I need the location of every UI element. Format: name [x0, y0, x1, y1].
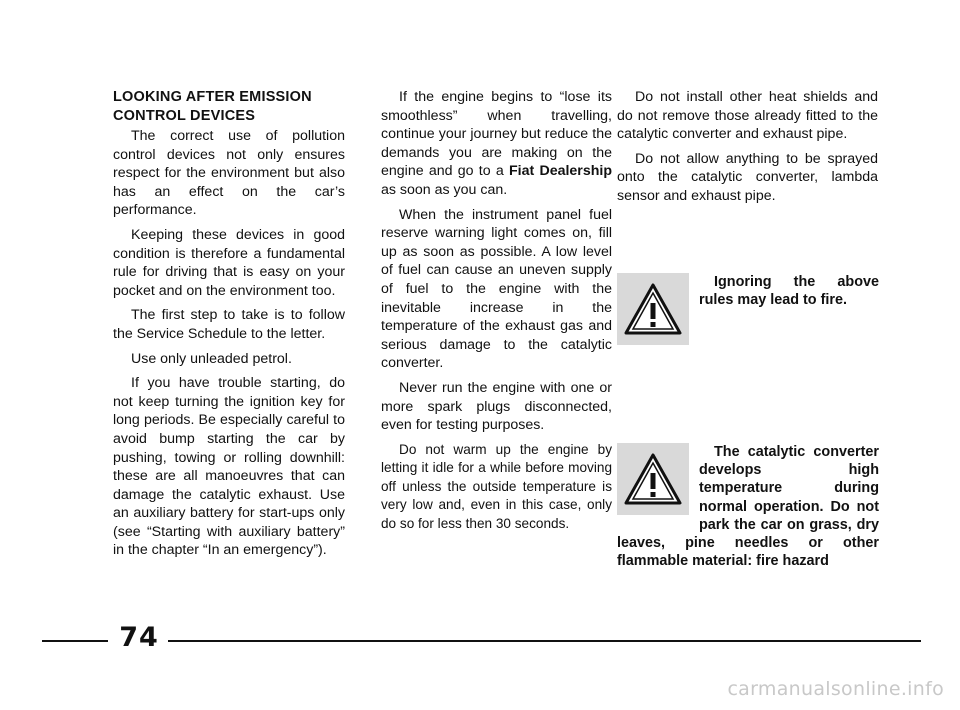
heading-line-1: LOOKING AFTER EMISSION: [113, 89, 312, 105]
column-3: [617, 88, 878, 212]
footer-rule-right: [168, 640, 921, 642]
paragraph: The correct use of pollution control devices not only ensures respect for the environment but also has an effect on the car’s performance.: [113, 128, 345, 219]
paragraph: When the instrument panel fuel reserve warning light comes on, fill up as soon as possible. A low level of fuel can cause an uneven supply of fuel to the engine with the inevitable increase in the temperature of the exhaust gas and serious damage to the catalytic converter.: [381, 206, 612, 372]
heading-line-2: CONTROL DEVICES: [113, 107, 256, 124]
section-heading: [113, 88, 345, 125]
watermark: carmanualsonline.info: [727, 678, 944, 700]
page-number: 74: [119, 622, 159, 653]
warning-triangle-icon: [617, 443, 689, 515]
text-run: as soon as you can.: [381, 181, 508, 198]
paragraph: Use only unleaded petrol.: [131, 350, 292, 367]
paragraph: Do not warm up the engine by letting it idle for a while before moving off unless the outside temperature is very low and, even in this case, only do so for less then 30 seconds.: [381, 441, 612, 532]
column-2: [381, 88, 612, 540]
warning-text: The catalytic converter develops high temperature during normal operation. Do not park the car on grass, dry leaves, pine needles or other flammable material: fire hazard: [617, 444, 879, 570]
text-run: If the engine begins to “lose its smoothless” when travelling, continue your journey but reduce the demands you are making on the engine and go to a: [381, 89, 612, 180]
paragraph: Never run the engine with one or more spark plugs disconnected, even for testing purposes.: [381, 379, 612, 434]
dealership-bold-text: Fiat Dealership: [508, 163, 612, 180]
warning-triangle-icon: [617, 273, 689, 345]
column-1: [113, 88, 345, 566]
warning-box-temperature: [617, 443, 879, 570]
paragraph: Do not allow anything to be sprayed onto the catalytic converter, lambda sensor and exhaust pipe.: [617, 150, 878, 204]
paragraph: Keeping these devices in good condition is therefore a fundamental rule for driving that is easy on your pocket and on the environment too.: [113, 226, 345, 299]
paragraph: The first step to take is to follow the Service Schedule to the letter.: [113, 307, 345, 342]
paragraph: [381, 88, 612, 200]
paragraph: If you have trouble starting, do not keep turning the ignition key for long periods. Be especially careful to avoid bump starting the car by pushing, towing or rolling downhill: these are all manoeuvres that can damage the catalytic exhaust. Use an auxiliary battery for start-ups only (see “Starting with auxiliary battery” in the chapter “In an emergency”).: [113, 375, 345, 559]
footer-rule-left: [42, 640, 108, 642]
paragraph: Do not install other heat shields and do not remove those already fitted to the catalytic converter and exhaust pipe.: [617, 89, 878, 143]
warning-box-fire: [617, 273, 879, 347]
warning-text: Ignoring the above rules may lead to fire.: [699, 274, 879, 309]
